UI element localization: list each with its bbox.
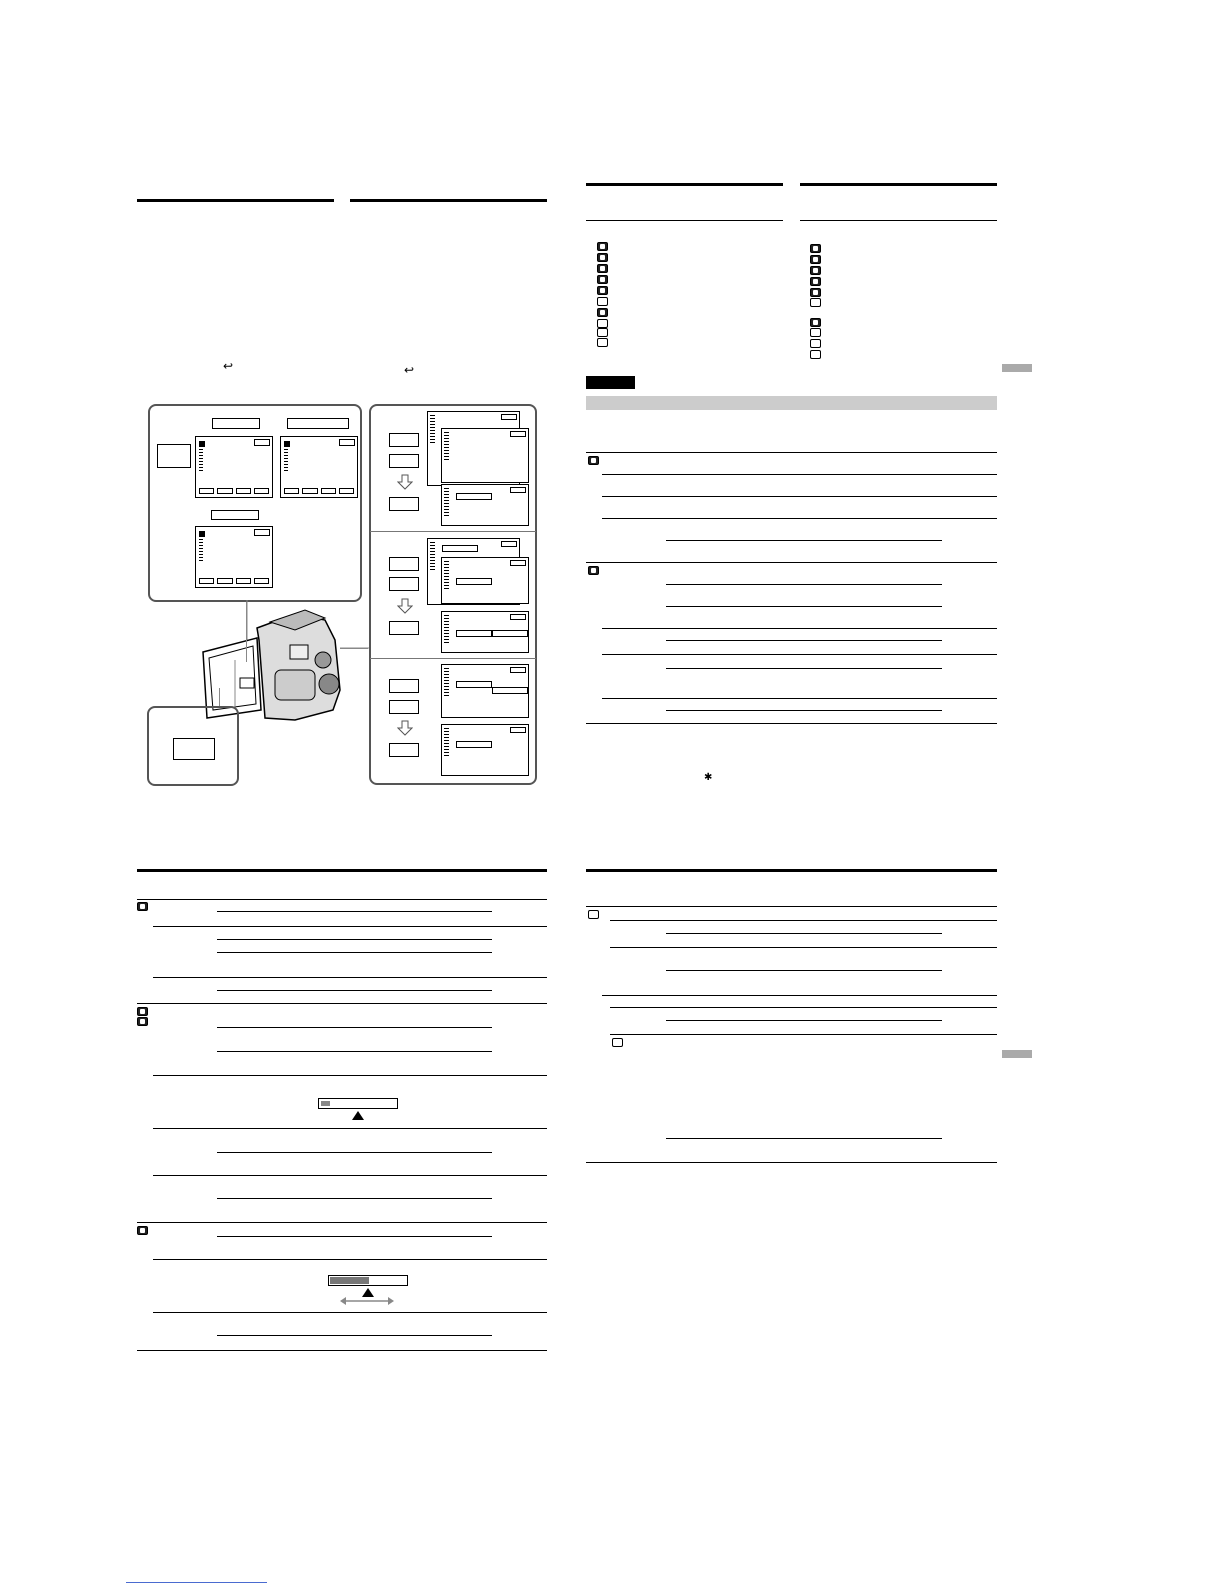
table-rule	[137, 1222, 547, 1223]
footer-link[interactable]	[126, 1582, 267, 1583]
level-indicator-triangle	[352, 1111, 364, 1120]
camera-icon	[597, 253, 608, 262]
step-button	[389, 577, 419, 591]
table-rule	[610, 1007, 997, 1008]
table-rule	[666, 584, 942, 585]
table-rule	[217, 1236, 492, 1237]
table-rule	[153, 926, 547, 927]
tape-icon	[597, 308, 608, 317]
wind-icon: ✱	[704, 772, 713, 783]
level-bar	[318, 1098, 398, 1109]
table-rule	[602, 496, 997, 497]
connector-line	[246, 602, 247, 662]
level-bar-fill	[330, 1277, 369, 1284]
step-button	[389, 497, 419, 511]
panel-divider	[370, 531, 536, 532]
table-rule	[666, 1138, 942, 1139]
lcd-icon	[810, 288, 821, 297]
step-button	[389, 621, 419, 635]
vtr-icon	[137, 1007, 148, 1016]
section-tab	[1002, 1050, 1032, 1058]
header-subrule	[586, 220, 783, 221]
etc-icon	[597, 338, 608, 347]
table-rule	[610, 947, 997, 948]
tape-icon	[810, 318, 821, 327]
table-rule	[586, 1162, 997, 1163]
button-box	[173, 738, 215, 760]
lcd-menu-screen	[195, 526, 273, 588]
table-rule	[602, 654, 997, 655]
header-rule-lower-right	[586, 869, 997, 872]
return-arrow-icon: ↩	[223, 359, 234, 373]
screen-caption	[212, 418, 260, 429]
step-button	[389, 454, 419, 468]
menu-screens-panel	[148, 404, 362, 602]
header-rule-right-b	[800, 183, 997, 186]
lcd-menu-screen	[280, 436, 358, 498]
table-rule	[153, 1312, 547, 1313]
header-rule-left-a	[137, 199, 334, 202]
step-button	[389, 433, 419, 447]
table-rule	[217, 911, 492, 912]
down-arrow-icon	[397, 720, 413, 736]
camera-set-icon	[588, 456, 599, 465]
connector-line	[219, 688, 220, 706]
vtr-icon	[597, 264, 608, 273]
table-rule	[217, 1027, 492, 1028]
table-rule	[610, 920, 997, 921]
header-rule-lower-left	[137, 869, 547, 872]
table-rule	[602, 518, 997, 519]
table-rule	[217, 1335, 492, 1336]
memory-icon	[810, 298, 821, 307]
table-rule	[666, 933, 942, 934]
table-rule	[586, 906, 997, 907]
camera-icon	[810, 255, 821, 264]
level-bar-fill	[321, 1101, 330, 1106]
table-rule	[666, 540, 942, 541]
camera-icon	[588, 566, 599, 575]
photo-icon	[810, 277, 821, 286]
setup-icon	[810, 328, 821, 337]
table-rule	[586, 723, 997, 724]
table-rule	[217, 939, 492, 940]
lcd-screen	[441, 611, 529, 653]
table-rule	[602, 628, 997, 629]
down-arrow-icon	[397, 474, 413, 490]
table-rule	[666, 640, 942, 641]
step-button	[389, 743, 419, 757]
table-rule	[217, 1051, 492, 1052]
table-rule	[666, 606, 942, 607]
table-rule	[602, 995, 997, 996]
lcd-screen	[441, 428, 529, 483]
table-rule	[666, 1020, 942, 1021]
step-button	[389, 679, 419, 693]
lcd-screen	[441, 664, 529, 718]
lcd-icon	[597, 286, 608, 295]
memory-icon	[588, 910, 599, 919]
step-button	[389, 557, 419, 571]
table-header-shade	[586, 396, 997, 410]
table-rule	[586, 452, 997, 453]
camera-set-icon	[810, 244, 821, 253]
etc-icon	[810, 350, 821, 359]
lcd-screen	[441, 724, 529, 776]
down-arrow-icon	[397, 598, 413, 614]
camera-icon	[137, 902, 148, 911]
table-rule	[137, 1350, 547, 1351]
header-subrule	[800, 220, 997, 221]
table-rule	[153, 977, 547, 978]
table-rule	[602, 474, 997, 475]
table-rule	[217, 1152, 492, 1153]
table-rule	[153, 1128, 547, 1129]
section-tab	[1002, 364, 1032, 372]
return-arrow-icon: ↩	[404, 363, 415, 377]
vtr-icon	[810, 266, 821, 275]
table-rule	[153, 1075, 547, 1076]
photo-icon	[597, 275, 608, 284]
button-panel	[147, 706, 239, 786]
memory-icon	[597, 297, 608, 306]
photo-icon	[137, 1017, 148, 1026]
table-rule	[153, 1175, 547, 1176]
screen-caption	[287, 418, 349, 429]
table-rule	[610, 1034, 997, 1035]
lcd-menu-screen	[195, 436, 273, 498]
connector-line	[340, 648, 368, 649]
table-rule	[586, 562, 997, 563]
step-button	[389, 700, 419, 714]
lcd-screen	[441, 557, 529, 604]
table-rule	[666, 970, 942, 971]
table-rule	[137, 899, 547, 900]
screen-caption	[211, 510, 259, 520]
setup-icon	[597, 319, 608, 328]
adjust-range-arrow-icon	[340, 1296, 394, 1306]
panel-divider	[370, 658, 536, 659]
header-rule-right-a	[586, 183, 783, 186]
table-rule	[217, 952, 492, 953]
table-rule	[666, 710, 942, 711]
table-rule	[217, 1198, 492, 1199]
table-rule	[153, 1259, 547, 1260]
lcd-icon	[137, 1226, 148, 1235]
table-rule	[137, 1003, 547, 1004]
table-rule	[666, 668, 942, 669]
camera-set-icon	[597, 242, 608, 251]
note-label	[586, 376, 635, 389]
memory-icon	[612, 1038, 623, 1047]
photo-icon	[597, 328, 608, 337]
header-rule-left-b	[350, 199, 547, 202]
table-rule	[602, 698, 997, 699]
table-rule	[217, 990, 492, 991]
level-bar	[328, 1275, 408, 1286]
lcd-screen	[441, 484, 529, 526]
mode-box	[157, 444, 191, 468]
photo-icon	[810, 339, 821, 348]
